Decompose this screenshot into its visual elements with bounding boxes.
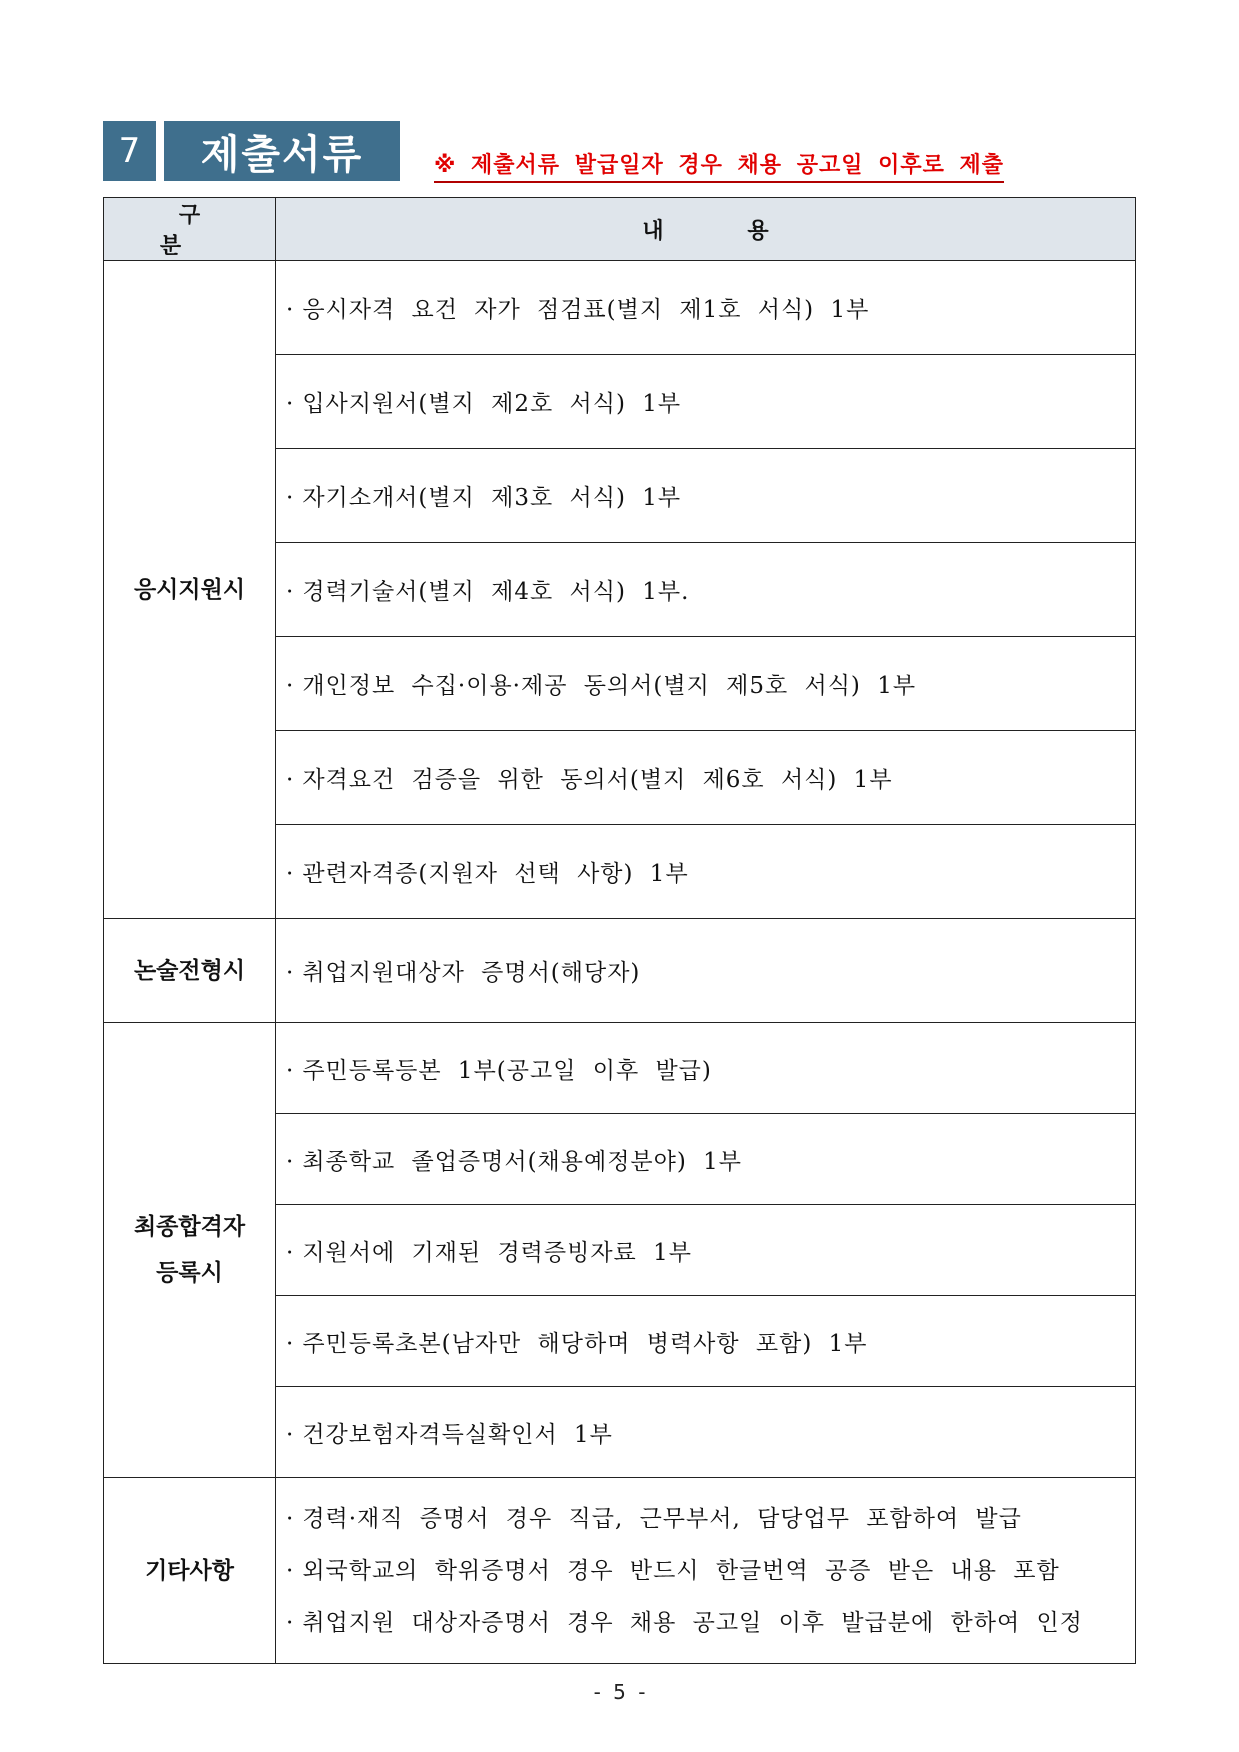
- list-item: · 취업지원 대상자증명서 경우 채용 공고일 이후 발급분에 한하여 인정: [286, 1609, 1083, 1636]
- list-item: · 경력·재직 증명서 경우 직급, 근무부서, 담당업무 포함하여 발급: [286, 1505, 1022, 1532]
- section-title: 제출서류: [164, 121, 400, 181]
- item-cell: · 주민등록초본(남자만 해당하며 병력사항 포함) 1부: [276, 1296, 1136, 1387]
- item-cell: · 취업지원대상자 증명서(해당자): [276, 919, 1136, 1023]
- table-row: [104, 919, 1136, 1023]
- section-header: [103, 121, 400, 181]
- item-cell: · 자기소개서(별지 제3호 서식) 1부: [276, 449, 1136, 543]
- table-header-row: [104, 198, 1136, 261]
- item-cell: · 자격요건 검증을 위한 동의서(별지 제6호 서식) 1부: [276, 731, 1136, 825]
- category-cell: 응시지원시: [104, 261, 276, 919]
- item-cell: · 입사지원서(별지 제2호 서식) 1부: [276, 355, 1136, 449]
- item-cell: · 개인정보 수집·이용·제공 동의서(별지 제5호 서식) 1부: [276, 637, 1136, 731]
- item-cell: · 응시자격 요건 자가 점검표(별지 제1호 서식) 1부: [276, 261, 1136, 355]
- list-item: · 외국학교의 학위증명서 경우 반드시 한글번역 공증 받은 내용 포함: [286, 1557, 1060, 1584]
- item-cell: [276, 1478, 1136, 1664]
- documents-table: [103, 197, 1136, 1664]
- header-content: 내 용: [276, 198, 1136, 261]
- category-cell: 최종합격자 등록시: [104, 1023, 276, 1478]
- item-cell: · 최종학교 졸업증명서(채용예정분야) 1부: [276, 1114, 1136, 1205]
- category-cell: 논술전형시: [104, 919, 276, 1023]
- table-row: [104, 1478, 1136, 1664]
- item-cell: · 지원서에 기재된 경력증빙자료 1부: [276, 1205, 1136, 1296]
- table-row: [104, 261, 1136, 355]
- page-number: - 5 -: [593, 1680, 646, 1704]
- item-cell: · 관련자격증(지원자 선택 사항) 1부: [276, 825, 1136, 919]
- header-category: 구 분: [104, 198, 276, 261]
- section-number: 7: [103, 121, 156, 181]
- item-cell: · 건강보험자격득실확인서 1부: [276, 1387, 1136, 1478]
- table-row: [104, 1023, 1136, 1114]
- category-cell: 기타사항: [104, 1478, 276, 1664]
- notice-text: ※ 제출서류 발급일자 경우 채용 공고일 이후로 제출: [434, 148, 1004, 183]
- item-cell: · 주민등록등본 1부(공고일 이후 발급): [276, 1023, 1136, 1114]
- item-cell: · 경력기술서(별지 제4호 서식) 1부.: [276, 543, 1136, 637]
